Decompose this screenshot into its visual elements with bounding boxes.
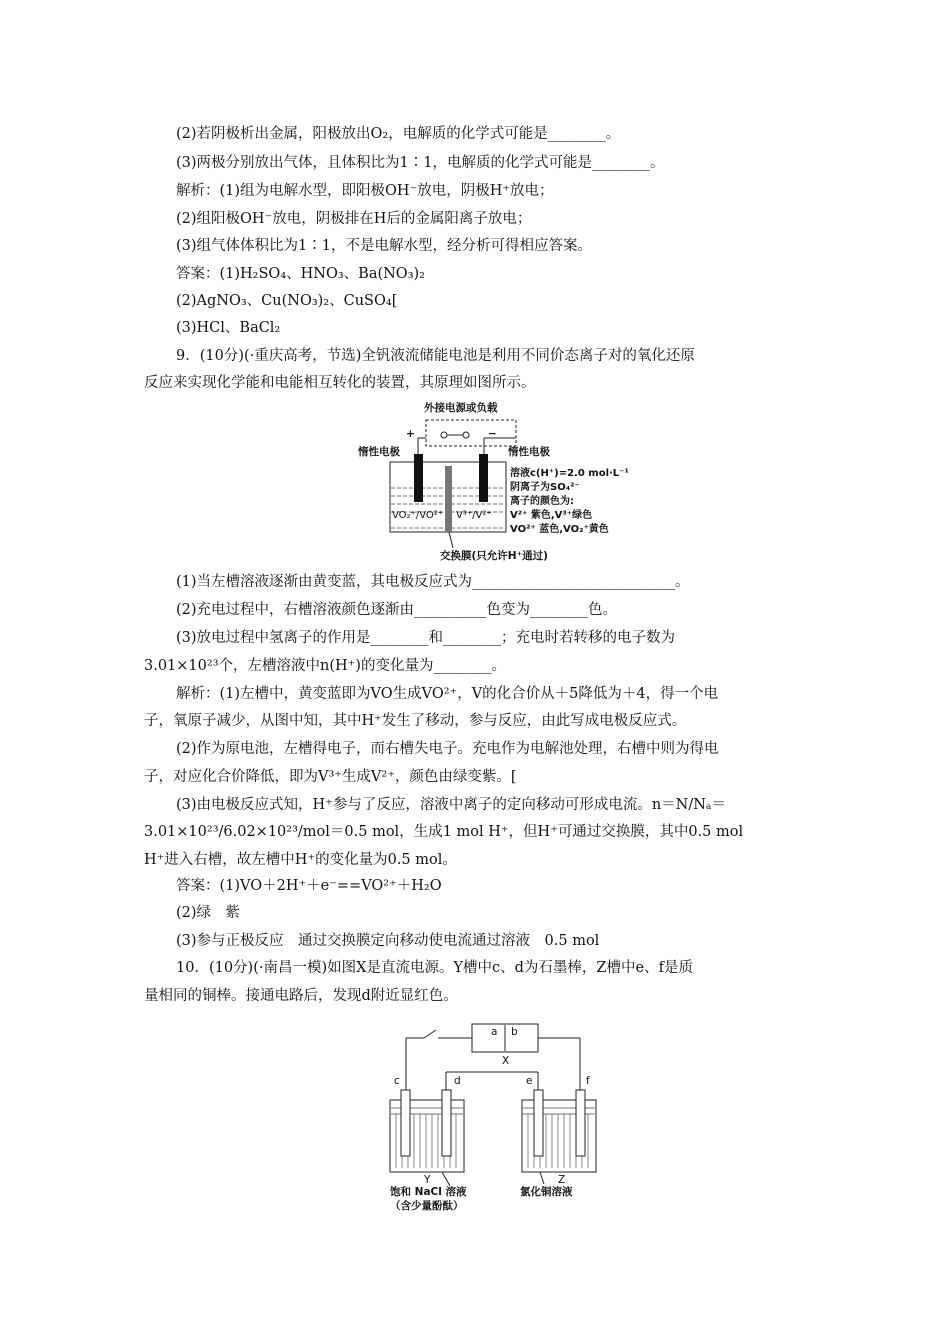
analysis-9-part-2-line-2: 子，对应化合价降低，即为V³⁺生成V²⁺，颜色由绿变紫。[ <box>144 769 517 785</box>
fig1-info-3: 离子的颜色为: <box>510 496 574 507</box>
fig1-left-electrode-label: 惰性电极 <box>358 446 400 458</box>
analysis-9-part-1-line-1: 解析：(1)左槽中，黄变蓝即为VO生成VO²⁺，V的化合价从＋5降低为＋4，得一个电 <box>176 686 719 702</box>
vanadium-battery-diagram <box>356 398 636 566</box>
answer-8-line-2: (2)AgNO₃、Cu(NO₃)₂、CuSO₄[ <box>176 293 398 309</box>
analysis-8-line-2: (2)组阳极OH⁻放电，阴极排在H后的金属阳离子放电； <box>176 211 532 227</box>
question-9-part-3-line-1: (3)放电过程中氢离子的作用是________和________；充电时若转移的电子数为 <box>176 630 676 646</box>
fig2-label-b: b <box>511 1026 518 1038</box>
fig1-title: 外接电源或负载 <box>424 402 498 414</box>
question-9-part-1: (1)当左槽溶液逐渐由黄变蓝，其电极反应式为____________________________。 <box>176 574 690 590</box>
fig2-label-x: X <box>502 1055 510 1067</box>
analysis-8-line-1: 解析：(1)组为电解水型，即阳极OH⁻放电，阴极H⁺放电； <box>176 183 554 199</box>
electrolysis-circuit-diagram <box>380 1018 620 1210</box>
answer-8-line-3: (3)HCl、BaCl₂ <box>176 320 281 336</box>
fig1-plus: + <box>406 428 415 440</box>
fig2-z-solution: 氯化铜溶液 <box>520 1186 573 1198</box>
question-9-part-3-line-2: 3.01×10²³个，左槽溶液中n(H⁺)的变化量为________。 <box>144 658 506 674</box>
question-10-line-1: 10．(10分)(·南昌一模)如图X是直流电源。Y槽中c、d为石墨棒，Z槽中e、f是质 <box>176 960 693 976</box>
fig2-label-z: Z <box>558 1174 566 1186</box>
question-8-part-3: (3)两极分别放出气体，且体积比为1∶1，电解质的化学式可能是________。 <box>176 155 665 171</box>
analysis-9-part-2-line-1: (2)作为原电池，左槽得电子，而右槽失电子。充电作为电解池处理，右槽中则为得电 <box>176 741 719 757</box>
terminal-left-icon <box>441 432 447 438</box>
fig2-label-e: e <box>526 1075 533 1087</box>
left-electrode <box>414 454 423 502</box>
electrode-f <box>576 1090 585 1156</box>
fig1-info-2: 阴离子为SO₄²⁻ <box>510 482 580 493</box>
electrode-d <box>442 1090 451 1156</box>
fig2-label-c: c <box>394 1075 400 1087</box>
answer-9-line-1: 答案：(1)VO＋2H⁺＋e⁻==VO²⁺＋H₂O <box>176 878 442 894</box>
electrode-e <box>534 1090 543 1156</box>
question-8-part-2: (2)若阴极析出金属，阳极放出O₂，电解质的化学式可能是________。 <box>176 126 621 142</box>
electrode-c <box>401 1090 410 1156</box>
fig1-left-solution: VO₂⁺/VO²⁺ <box>392 510 444 521</box>
fig1-info-4: V²⁺ 紫色,V³⁺绿色 <box>510 510 593 521</box>
fig2-label-f: f <box>586 1075 590 1087</box>
fig1-right-solution: V³⁺/V²⁺ <box>456 510 492 521</box>
power-source-box <box>426 420 516 446</box>
answer-8-line-1: 答案：(1)H₂SO₄、HNO₃、Ba(NO₃)₂ <box>176 266 425 282</box>
exchange-membrane <box>445 466 452 532</box>
fig2-y-solution: 饱和 NaCl 溶液 <box>390 1186 467 1198</box>
right-electrode <box>479 454 488 502</box>
answer-9-line-3: (3)参与正极反应 通过交换膜定向移动使电流通过溶液 0.5 mol <box>176 933 600 949</box>
fig1-membrane-label: 交换膜(只允许H⁺通过) <box>440 550 548 562</box>
fig1-info-5: VO²⁺ 蓝色,VO₂⁺黄色 <box>510 524 609 535</box>
analysis-8-line-3: (3)组气体体积比为1∶1，不是电解水型，经分析可得相应答案。 <box>176 238 592 254</box>
fig2-label-y: Y <box>424 1174 431 1186</box>
question-9-part-2: (2)充电过程中，右槽溶液颜色逐渐由__________色变为________色。 <box>176 602 618 618</box>
question-10-line-2: 量相同的铜棒。接通电路后，发现d附近显红色。 <box>144 988 458 1004</box>
analysis-9-part-3-line-1: (3)由电极反应式知，H⁺参与了反应，溶液中离子的定向移动可形成电流。n＝N/Nₐ＝ <box>176 797 727 813</box>
question-9-line-1: 9．(10分)(·重庆高考，节选)全钒液流储能电池是利用不同价态离子对的氧化还原 <box>176 348 695 364</box>
analysis-9-part-3-line-3: H⁺进入右槽，故左槽中H⁺的变化量为0.5 mol。 <box>144 852 457 868</box>
analysis-9-part-3-line-2: 3.01×10²³/6.02×10²³/mol＝0.5 mol，生成1 mol H⁺，但H⁺可通过交换膜，其中0.5 mol <box>144 824 744 840</box>
fig1-info-1: 溶液c(H⁺)=2.0 mol·L⁻¹ <box>510 468 629 479</box>
fig2-label-a: a <box>491 1026 498 1038</box>
analysis-9-part-1-line-2: 子，氧原子减少，从图中知，其中H⁺发生了移动，参与反应，由此写成电极反应式。 <box>144 713 687 729</box>
fig1-right-electrode-label: 惰性电极 <box>508 446 550 458</box>
question-9-line-2: 反应来实现化学能和电能相互转化的装置，其原理如图所示。 <box>144 375 536 391</box>
answer-9-line-2: (2)绿 紫 <box>176 905 241 921</box>
fig1-minus: − <box>488 428 497 440</box>
fig2-label-d: d <box>454 1075 461 1087</box>
terminal-right-icon <box>463 432 469 438</box>
switch <box>424 1030 436 1038</box>
fig2-y-solution-note: （含少量酚酞） <box>390 1200 464 1212</box>
